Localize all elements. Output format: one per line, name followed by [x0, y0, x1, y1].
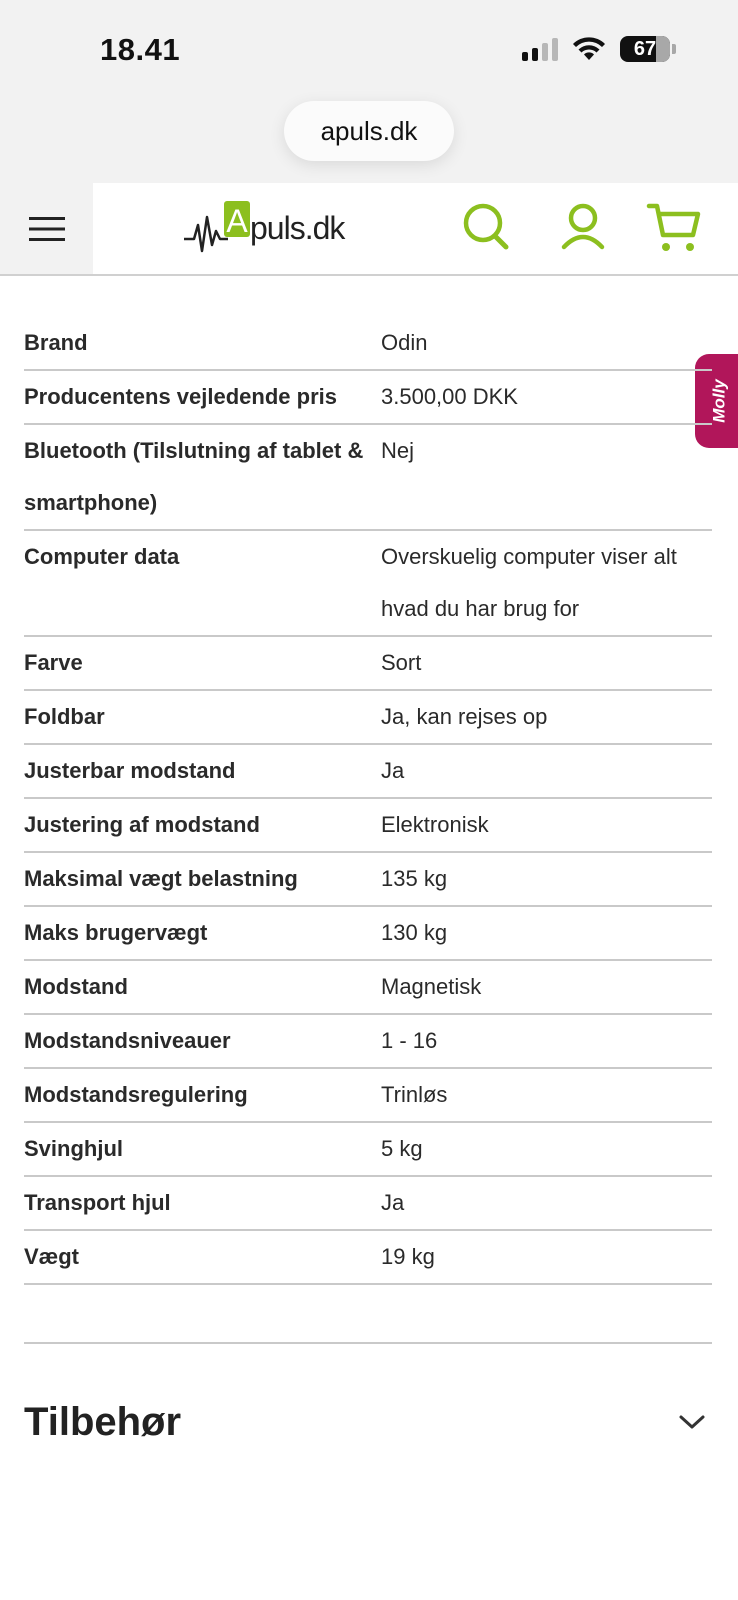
spec-value: Nej — [381, 438, 415, 463]
spec-row — [24, 317, 712, 371]
spec-row — [24, 1177, 712, 1231]
spec-label: Computer data — [24, 544, 180, 569]
menu-button[interactable] — [0, 183, 93, 274]
spec-row — [24, 371, 712, 425]
hamburger-menu-icon — [29, 217, 65, 241]
system-icons — [522, 36, 676, 62]
spec-label: Svinghjul — [24, 1136, 123, 1161]
spec-value: 19 kg — [381, 1244, 435, 1269]
battery-level: 67 — [633, 37, 657, 60]
spec-value: Overskuelig computer viser alt hvad du har brug for — [381, 544, 677, 621]
spec-value: Ja, kan rejses op — [381, 704, 548, 729]
spec-label: Modstandsniveauer — [24, 1028, 231, 1053]
battery-nub — [672, 44, 676, 54]
spec-row — [24, 1069, 712, 1123]
svg-text:puls.dk: puls.dk — [250, 210, 345, 246]
site-header — [0, 183, 738, 276]
spec-row — [24, 691, 712, 745]
spec-label: Justering af modstand — [24, 812, 260, 837]
address-bar[interactable] — [284, 101, 454, 161]
spec-label: Maks brugervægt — [24, 920, 208, 945]
status-bar — [0, 0, 738, 183]
url-text: apuls.dk — [320, 115, 418, 146]
spec-table — [24, 317, 712, 1285]
wifi-icon — [572, 36, 606, 62]
cart-icon[interactable] — [646, 199, 704, 257]
spec-value: Sort — [381, 650, 422, 675]
spec-value: Ja — [381, 1190, 405, 1215]
spec-value: 5 kg — [381, 1136, 423, 1161]
spec-row — [24, 907, 712, 961]
spec-label: Producentens vejledende pris — [24, 384, 337, 409]
spec-row — [24, 1015, 712, 1069]
spec-row — [24, 853, 712, 907]
spec-value: 1 - 16 — [381, 1028, 438, 1053]
svg-text:A: A — [226, 203, 248, 239]
spec-label: Modstand — [24, 974, 128, 999]
accessories-accordion-title[interactable]: Tilbehør — [24, 1400, 182, 1444]
spec-label: Justerbar modstand — [24, 758, 236, 783]
spec-row — [24, 1123, 712, 1177]
spec-label: Bluetooth (Tilslutning af tablet & smartphone) — [24, 438, 364, 515]
spec-value: Elektronisk — [381, 812, 489, 837]
spec-label: Maksimal vægt belastning — [24, 866, 298, 891]
spec-value: 135 kg — [381, 866, 448, 891]
spec-row — [24, 961, 712, 1015]
spec-value: Odin — [381, 330, 428, 355]
spec-row — [24, 745, 712, 799]
spec-row — [24, 425, 712, 531]
spec-label: Foldbar — [24, 704, 105, 729]
spec-label: Transport hjul — [24, 1190, 171, 1215]
spec-row — [24, 799, 712, 853]
spec-row — [24, 637, 712, 691]
search-icon[interactable] — [458, 199, 516, 257]
cellular-signal-icon — [522, 37, 558, 61]
spec-value: Magnetisk — [381, 974, 482, 999]
spec-label: Brand — [24, 330, 88, 355]
spec-row — [24, 531, 712, 637]
section-divider — [24, 1342, 712, 1344]
spec-row — [24, 1231, 712, 1285]
molly-label: Molly — [709, 379, 729, 423]
battery-icon — [620, 36, 670, 62]
spec-label: Modstandsregulering — [24, 1082, 248, 1107]
spec-value: Trinløs — [381, 1082, 448, 1107]
spec-value: Ja — [381, 758, 405, 783]
spec-value: 130 kg — [381, 920, 448, 945]
status-time: 18.41 — [100, 32, 181, 67]
chevron-down-icon[interactable] — [678, 1412, 706, 1432]
user-icon[interactable] — [554, 199, 612, 257]
spec-label: Vægt — [24, 1244, 79, 1269]
spec-value: 3.500,00 DKK — [381, 384, 518, 409]
site-logo[interactable] — [184, 195, 372, 261]
spec-label: Farve — [24, 650, 83, 675]
